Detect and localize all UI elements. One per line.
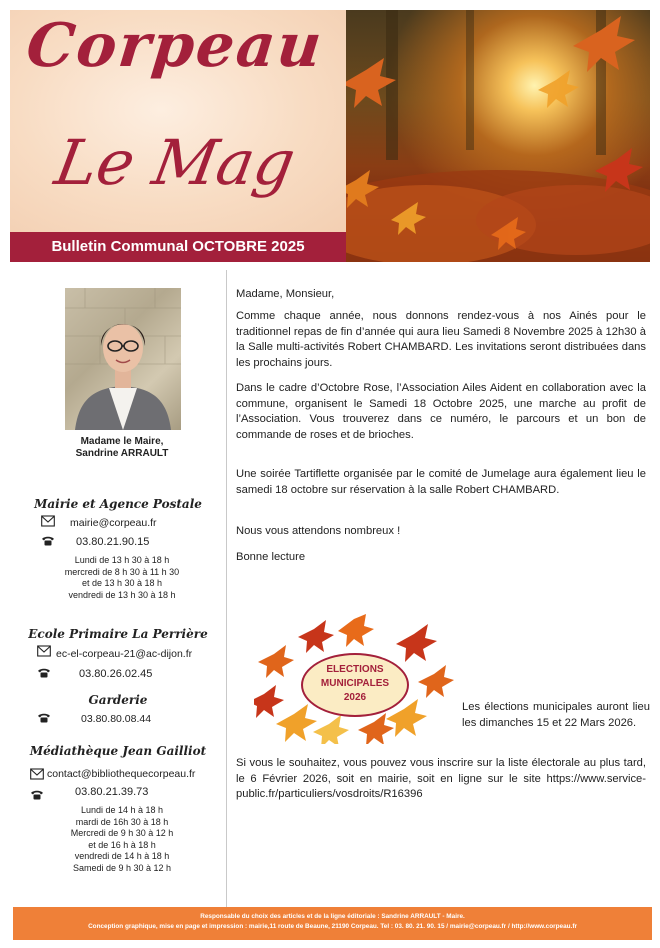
hours-line: vendredi de 13 h 30 à 18 h	[68, 589, 176, 600]
garderie-section-title: Garderie	[88, 693, 148, 707]
bulletin-title: Bulletin Communal OCTOBRE 2025	[10, 232, 346, 262]
envelope-icon	[37, 644, 51, 662]
mayor-portrait-illustration	[65, 288, 181, 430]
hours-line: vendredi de 14 h à 18 h	[74, 851, 170, 861]
mediatheque-phone[interactable]: 03.80.21.39.73	[75, 786, 149, 798]
autumn-leaves-illustration	[346, 10, 650, 262]
hours-line: Lundi de 13 h 30 à 18 h	[74, 555, 170, 565]
telephone-icon	[41, 534, 55, 552]
hours-line: mardi de 16h 30 à 18 h	[75, 816, 169, 827]
elections-badge	[301, 653, 409, 717]
ecole-email[interactable]: ec-el-corpeau-21@ac-dijon.fr	[56, 648, 193, 660]
telephone-icon	[37, 711, 51, 729]
mairie-hours	[30, 555, 214, 601]
envelope-icon	[41, 514, 55, 532]
elections-registration: Si vous le souhaitez, vous pouvez vous inscrire sur la liste électorale au plus tard, le 6 Février 2026, soit en mairie, soit en ligne sur le site https://www.service-public.fr/particuliers/vosdroits/R16396	[236, 757, 646, 800]
ecole-section-title: Ecole Primaire La Perrière	[28, 627, 208, 641]
column-divider	[226, 270, 227, 910]
letter-paragraph: Comme chaque année, nous donnons rendez-vous à nos Ainés pour le traditionnel repas de fin d’année qui aura lieu Samedi 8 Novembre 2025 à 12h30 à la Salle multi-activités Robert CHAMBARD. Les invitations seront distribuées dans les prochains jours.	[236, 310, 646, 369]
badge-line: MUNICIPALES	[320, 678, 390, 689]
autumn-leaves-photo	[346, 10, 650, 262]
hours-line: Samedi de 9 h 30 à 12 h	[72, 862, 172, 873]
hours-line: Mercredi de 9 h 30 à 12 h	[70, 828, 174, 838]
telephone-icon	[37, 666, 51, 684]
footer-bar	[13, 907, 652, 940]
garderie-phone[interactable]: 03.80.80.08.44	[81, 713, 152, 725]
mediatheque-section-title: Médiathèque Jean Gailliot	[29, 744, 207, 758]
envelope-icon	[30, 767, 44, 785]
letter-paragraph: Nous vous attendons nombreux !	[236, 525, 401, 537]
letter-paragraph: Dans le cadre d’Octobre Rose, l’Association Ailes Aident en collaboration avec la commune, organisent le Samedi 18 Octobre 2025, une marche au profit de l’Association. Vous trouverez dans ce numéro, le parcours et un bon de commande de roses et de brioches.	[236, 382, 646, 441]
mairie-phone[interactable]: 03.80.21.90.15	[76, 536, 150, 548]
footer-line: Responsable du choix des articles et de la ligne éditoriale : Sandrine ARRAULT - Maire.	[200, 913, 465, 920]
hours-line: mercredi de 8 h 30 à 11 h 30	[64, 566, 180, 577]
mayor-portrait	[65, 288, 181, 430]
mayor-caption-name: Sandrine ARRAULT	[75, 448, 169, 459]
badge-line: ELECTIONS	[326, 664, 384, 675]
telephone-icon	[30, 788, 44, 806]
mediatheque-hours	[30, 805, 214, 874]
badge-line: 2026	[343, 692, 367, 703]
letter-signoff: Bonne lecture	[236, 551, 306, 563]
mairie-email[interactable]: mairie@corpeau.fr	[70, 517, 157, 529]
mediatheque-email[interactable]: contact@bibliothequecorpeau.fr	[47, 768, 196, 780]
letter-greeting: Madame, Monsieur,	[236, 288, 335, 300]
hours-line: et de 13 h 30 à 18 h	[81, 578, 163, 588]
ecole-phone[interactable]: 03.80.26.02.45	[79, 668, 153, 680]
magazine-title: Corpeau	[23, 11, 327, 81]
mayor-caption-title: Madame le Maire,	[80, 436, 164, 447]
footer-line: Conception graphique, mise en page et impression : mairie,11 route de Beaune, 21190 Corpeau. Tel : 03. 80. 21. 90. 15 / mairie@corpeau.fr / http://www.corpeau.fr	[88, 923, 577, 930]
hours-line: et de 16 h à 18 h	[88, 839, 156, 850]
mairie-section-title: Mairie et Agence Postale	[34, 497, 202, 511]
elections-dates: Les élections municipales auront lieu les dimanches 15 et 22 Mars 2026.	[462, 701, 650, 729]
magazine-subtitle: Le Mag	[49, 126, 301, 199]
hours-line: Lundi de 14 h à 18 h	[80, 805, 164, 815]
letter-paragraph: Une soirée Tartiflette organisée par le comité de Jumelage aura également lieu le samedi 18 octobre sur réservation à la salle Robert CHAMBARD.	[236, 468, 646, 496]
